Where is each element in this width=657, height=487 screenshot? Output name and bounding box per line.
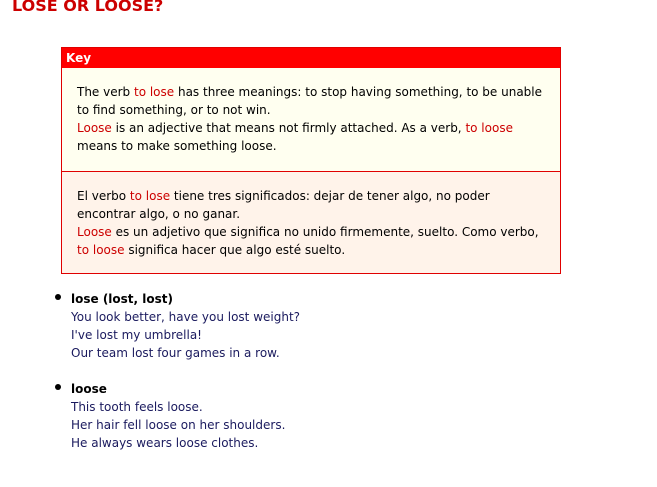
text: tiene tres significados: dejar de tener algo, no poder encontrar algo, o no ganar. <box>77 189 490 221</box>
text: The verb <box>77 85 134 99</box>
text: significa hacer que algo esté suelto. <box>124 243 346 257</box>
page-title: LOSE OR LOOSE? <box>12 0 164 15</box>
key-explanation-english <box>62 68 560 171</box>
example-sentence: You look better, have you lost weight? <box>71 310 301 324</box>
highlight-term: Loose <box>77 225 112 239</box>
text: means to make something loose. <box>77 139 277 153</box>
highlight-term: to lose <box>129 189 171 203</box>
highlight-term: to lose <box>133 85 175 99</box>
text: El verbo <box>77 189 130 203</box>
bullet-icon <box>55 294 61 300</box>
headword: lose (lost, lost) <box>71 292 173 306</box>
highlight-term: to loose <box>77 243 125 257</box>
highlight-term: to loose <box>465 121 513 135</box>
examples-list <box>55 290 300 470</box>
example-sentence: He always wears loose clothes. <box>71 436 259 450</box>
key-header: Key <box>62 48 560 68</box>
text: es un adjetivo que significa no unido firmemente, suelto. Como verbo, <box>111 225 539 239</box>
list-item <box>55 290 300 362</box>
key-explanation-spanish <box>62 171 560 273</box>
bullet-icon <box>55 384 61 390</box>
key-box <box>61 47 561 274</box>
highlight-term: Loose <box>77 121 112 135</box>
example-sentence: Her hair fell loose on her shoulders. <box>71 418 286 432</box>
example-sentence: I've lost my umbrella! <box>71 328 202 342</box>
list-item <box>55 380 300 452</box>
text: is an adjective that means not firmly attached. As a verb, <box>111 121 466 135</box>
headword: loose <box>71 382 107 396</box>
example-sentence: This tooth feels loose. <box>71 400 203 414</box>
text: has three meanings: to stop having something, to be unable to find something, or to not win. <box>77 85 543 117</box>
example-sentence: Our team lost four games in a row. <box>71 346 280 360</box>
